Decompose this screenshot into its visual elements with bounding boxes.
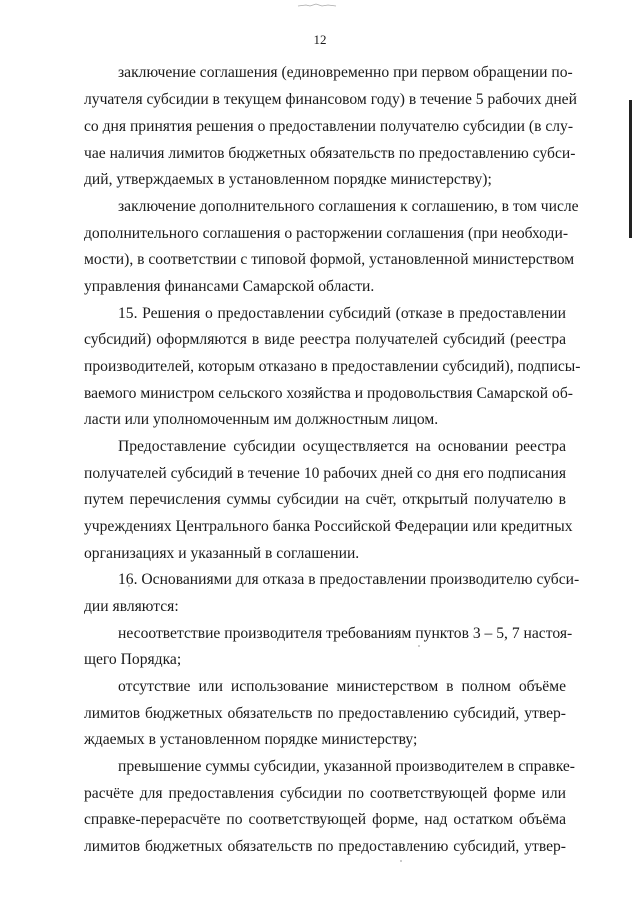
text-line: отсутствие или использование министерством в полном объёме [118,678,566,695]
scan-speck [400,860,402,862]
text-line: лучателя субсидии в текущем финансовом году) в течение 5 рабочих дней [84,91,577,108]
text-line: 15. Решения о предоставлении субсидий (отказе в предоставлении [118,305,566,322]
text-line: заключение дополнительного соглашения к соглашению, в том числе [118,198,579,215]
text-line: превышение суммы субсидии, указанной производителем в справке- [118,758,575,775]
text-line: щего Порядка; [84,651,182,668]
text-line: ваемого министром сельского хозяйства и продовольствия Самарской об- [84,385,573,402]
text-line: ждаемых в установленном порядке министерству; [84,731,418,748]
text-line: учреждениях Центрального банка Российской Федерации или кредитных [84,518,573,535]
scan-speck [418,645,420,647]
scan-artifact-mark [296,2,340,8]
text-line: лимитов бюджетных обязательств по предоставлению субсидий, утвер- [84,838,566,855]
text-line: управления финансами Самарской области. [84,278,375,295]
text-line: лимитов бюджетных обязательств по предоставлению субсидий, утвер- [84,705,566,722]
page-number: 12 [313,32,327,47]
text-line: дии являются: [84,598,179,615]
text-line: производителей, которым отказано в предоставлении субсидий), подписы- [84,358,581,375]
text-line: справке-перерасчёте по соответствующей форме, над остатком объёма [84,811,566,828]
scan-edge-bar [629,100,632,238]
text-line: получателей субсидий в течение 10 рабочих дней со дня его подписания [84,465,566,482]
text-line: несоответствие производителя требованиям пунктов 3 – 5, 7 настоя- [118,625,573,642]
text-line: дий, утверждаемых в установленном порядке министерству); [84,171,492,188]
text-line: ласти или уполномоченным им должностным лицом. [84,411,439,428]
text-line: путем перечисления суммы субсидии на счёт, открытый получателю в [84,491,566,508]
text-line: Предоставление субсидии осуществляется на основании реестра [118,438,566,455]
text-line: 16. Основаниями для отказа в предоставлении производителю субси- [118,571,580,588]
text-line: со дня принятия решения о предоставлении получателю субсидии (в слу- [84,118,574,135]
text-line: заключение соглашения (единовременно при первом обращении по- [118,64,573,81]
text-line: расчёте для предоставления субсидии по соответствующей форме или [84,785,566,802]
text-line: мости), в соответствии с типовой формой, установленной министерством [84,251,575,268]
text-line: субсидий) оформляются в виде реестра получателей субсидий (реестра [84,331,566,348]
text-line: чае наличия лимитов бюджетных обязательств по предоставлению субси- [84,145,576,162]
text-line: организациях и указанный в соглашении. [84,545,360,562]
text-line: дополнительного соглашения о расторжении соглашения (при необходи- [84,225,569,242]
